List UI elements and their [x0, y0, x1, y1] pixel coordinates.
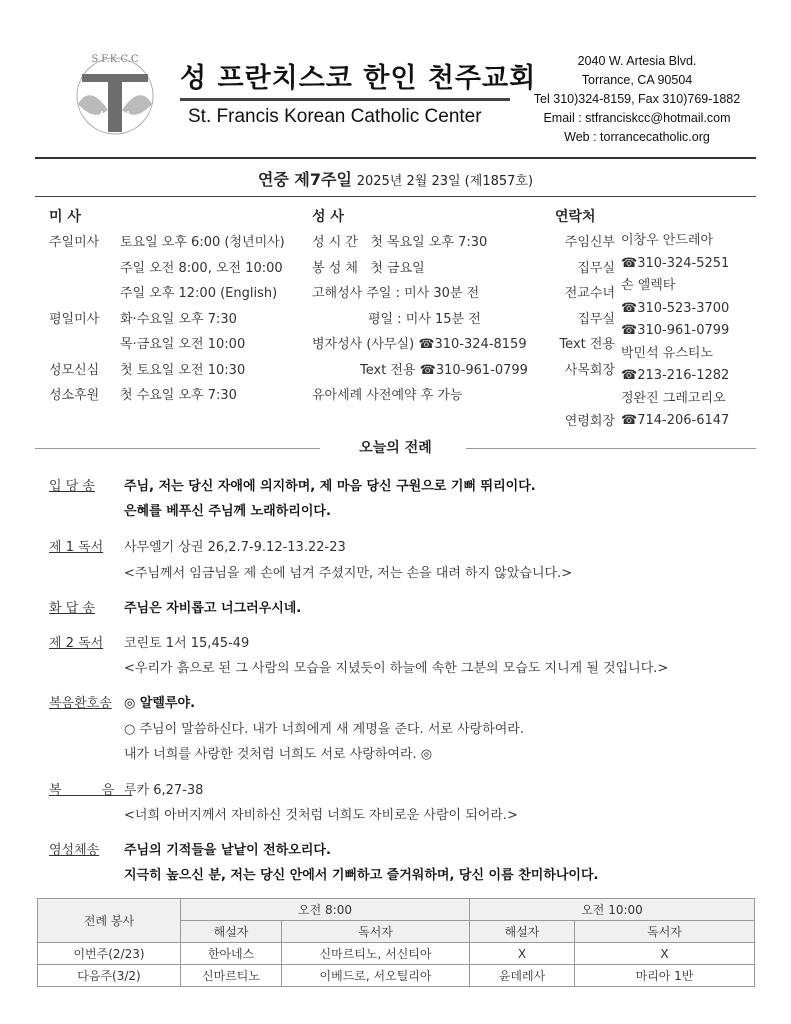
reader-cell: 신마르티노, 서신티아 — [282, 943, 470, 965]
header-rule — [35, 157, 756, 159]
week-cell: 이번주(2/23) — [38, 943, 181, 965]
commentator-cell: 윤데레사 — [470, 965, 575, 987]
contact-label — [553, 383, 615, 409]
sunday-name: 연중 제7주일 — [257, 170, 352, 189]
church-logo — [60, 44, 170, 144]
mass-labels — [49, 230, 119, 409]
address-line-1: 2040 W. Artesia Blvd. — [577, 54, 697, 68]
logo-text: S.F.K.C.C — [91, 54, 139, 65]
email[interactable]: Email : stfranciskcc@hotmail.com — [543, 111, 731, 125]
table-row — [38, 965, 755, 987]
entrance-antiphon-label: 입 당 송 — [49, 479, 95, 494]
mass-time: 주일 오후 12:00 (English) — [120, 286, 278, 301]
mass-time: 첫 토요일 오전 10:30 — [120, 362, 246, 378]
mass-label: 주일미사 — [49, 235, 100, 250]
sacrament-row: 고해성사 주일 : 미사 30분 전 — [312, 286, 480, 301]
second-reading-label: 제 2 독서 — [49, 636, 104, 651]
sacraments-list — [312, 230, 528, 409]
mass-label — [49, 256, 119, 282]
commentator-cell: 한아네스 — [181, 943, 282, 965]
sacrament-row: 평일 : 미사 15분 전 — [368, 311, 481, 327]
mass-time: 목·금요일 오전 10:00 — [120, 337, 246, 352]
psalm-response: 주님은 자비롭고 너그러우시네. — [124, 601, 302, 616]
website[interactable]: Web : torrancecatholic.org — [564, 130, 710, 144]
church-title-english: St. Francis Korean Catholic Center — [188, 106, 482, 127]
phone-fax: Tel 310)324-8159, Fax 310)769-1882 — [533, 92, 741, 106]
gospel-reference: 루카 6,27-38 — [124, 783, 204, 798]
alleluia-line-1: ◎ 알렐루야. — [124, 696, 196, 711]
alleluia-line-2: ○ 주님이 말씀하신다. 내가 너희에게 새 계명을 준다. 서로 사랑하여라. — [124, 722, 524, 737]
contact-label: 사목회장 — [564, 362, 615, 378]
mass-label — [49, 332, 119, 358]
sacrament-row: 병자성사 (사무실) ☎310-324-8159 — [312, 337, 527, 352]
contact-values — [621, 230, 729, 433]
sacrament-row: 봉 성 체 첫 금요일 — [312, 260, 425, 276]
sacrament-row: 유아세례 사전예약 후 가능 — [312, 388, 463, 403]
mass-10am-header: 오전 10:00 — [470, 899, 755, 921]
contact-value: ☎310-961-0799 — [621, 323, 730, 338]
contact-value: 손 엘렉타 — [621, 278, 676, 293]
contact-label: 전교수녀 — [564, 286, 615, 301]
alleluia-line-3: 내가 너희를 사랑한 것처럼 너희도 서로 사랑하여라. ◎ — [124, 747, 433, 762]
mass-times — [120, 230, 285, 409]
contact-label: Text 전용 — [559, 337, 615, 352]
second-reading-reference: 코린토 1서 15,45-49 — [124, 636, 250, 651]
alleluia-label: 복음환호송 — [49, 696, 112, 711]
communion-antiphon-label: 영성체송 — [49, 843, 100, 858]
psalm-label: 화 답 송 — [49, 601, 95, 616]
mass-time: 토요일 오후 6:00 (청년미사) — [120, 235, 285, 250]
contact-label: 집무실 — [577, 311, 615, 327]
sacraments-heading: 성 사 — [312, 209, 344, 225]
commentator-cell: X — [470, 943, 575, 965]
entrance-antiphon-line-1: 주님, 저는 당신 자애에 의지하며, 제 마음 당신 구원으로 기뻐 뛰리이다. — [124, 479, 536, 494]
mass-label: 성소후원 — [49, 388, 100, 403]
mass-heading: 미 사 — [49, 209, 81, 225]
liturgical-service-table — [37, 898, 755, 987]
reader-cell: 마리아 1반 — [575, 965, 755, 987]
sacrament-row: Text 전용 ☎310-961-0799 — [360, 362, 528, 378]
reader-cell: X — [575, 943, 755, 965]
table-row — [38, 943, 755, 965]
contact-labels — [553, 230, 615, 460]
commentator-header: 해설자 — [470, 921, 575, 943]
bulletin-date-line — [0, 167, 791, 190]
communion-antiphon-line-2: 지극히 높으신 분, 저는 당신 안에서 기뻐하고 즐거워하며, 당신 이름 찬미하나이다. — [124, 868, 599, 883]
contact-value: 이창우 안드레아 — [621, 233, 714, 248]
week-cell: 다음주(3/2) — [38, 965, 181, 987]
contact-value: ☎213-216-1282 — [621, 368, 730, 383]
entrance-antiphon-line-2: 은혜를 베푸신 주님께 노래하리이다. — [124, 504, 331, 519]
gospel-label: 복 음 — [49, 783, 133, 798]
contact-value: ☎310-324-5251 — [621, 255, 730, 271]
contact-label: 집무실 — [577, 260, 615, 276]
contact-value: ☎310-523-3700 — [621, 300, 730, 316]
reader-cell: 이베드로, 서오틸리아 — [282, 965, 470, 987]
first-reading-reference: 사무엘기 상권 26,2.7-9.12-13.22-23 — [124, 540, 346, 555]
section-divider-right — [466, 448, 756, 449]
mass-time: 주일 오전 8:00, 오전 10:00 — [120, 260, 283, 276]
contact-label: 주임신부 — [564, 235, 615, 250]
address-line-2: Torrance, CA 90504 — [581, 73, 693, 87]
mass-time: 화·수요일 오후 7:30 — [120, 311, 237, 327]
communion-antiphon-line-1: 주님의 기적들을 낱낱이 전하오리다. — [124, 843, 331, 858]
church-title-korean: 성 프란치스코 한인 천주교회 — [180, 63, 537, 94]
mass-label: 평일미사 — [49, 311, 100, 327]
commentator-cell: 신마르티노 — [181, 965, 282, 987]
gospel-summary: <너희 아버지께서 자비하신 것처럼 너희도 자비로운 사람이 되어라.> — [124, 808, 518, 823]
mass-label — [49, 281, 119, 307]
sacrament-row: 성 시 간 첫 목요일 오후 7:30 — [312, 235, 488, 250]
bulletin-date: 2025년 2월 23일 (제1857호) — [356, 174, 534, 189]
table-corner-header: 전례 봉사 — [38, 899, 181, 943]
commentator-header: 해설자 — [181, 921, 282, 943]
contact-value: 박민석 유스티노 — [621, 345, 714, 361]
title-divider — [180, 98, 510, 101]
date-rule — [35, 196, 756, 197]
liturgy-section-title: 오늘의 전례 — [359, 440, 432, 456]
reader-header: 독서자 — [282, 921, 470, 943]
contact-value: ☎714-206-6147 — [621, 413, 730, 428]
mass-time: 첫 수요일 오후 7:30 — [120, 388, 237, 403]
reader-header: 독서자 — [575, 921, 755, 943]
second-reading-summary: <우리가 흙으로 된 그 사람의 모습을 지녔듯이 하늘에 속한 그분의 모습도 지니게 될 것입니다.> — [124, 661, 669, 676]
contacts-heading: 연락처 — [555, 209, 596, 225]
mass-8am-header: 오전 8:00 — [181, 899, 470, 921]
mass-label: 성모신심 — [49, 362, 100, 378]
contact-label: 연령회장 — [564, 413, 615, 429]
church-contact-block — [522, 52, 752, 147]
contact-value: 정완진 그레고리오 — [621, 390, 726, 406]
first-reading-label: 제 1 독서 — [49, 540, 104, 555]
first-reading-summary: <주님께서 임금님을 제 손에 넘겨 주셨지만, 저는 손을 대려 하지 않았습니다.> — [124, 566, 573, 581]
